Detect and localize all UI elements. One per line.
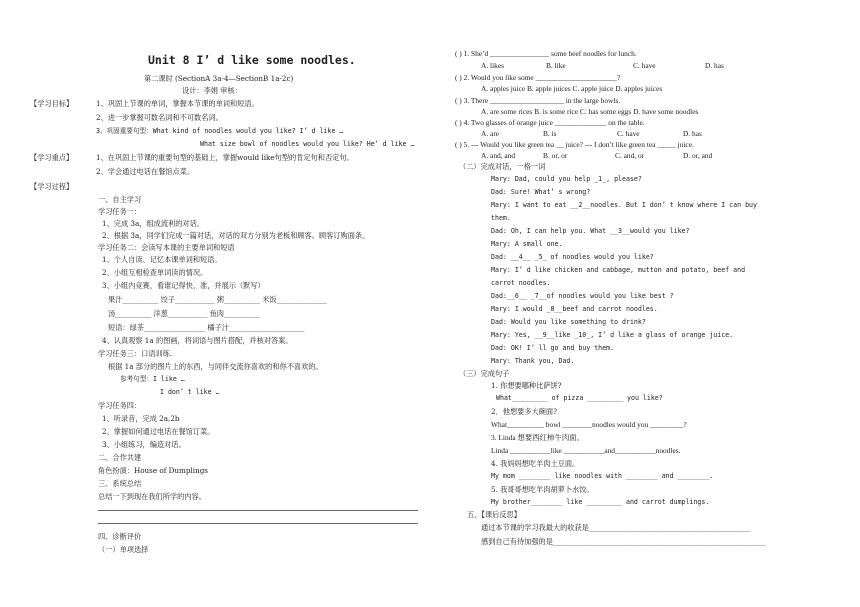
sentence-1-en: What_________ of pizza _________ you like? bbox=[496, 394, 663, 402]
goals-label: 【学习目标】 bbox=[30, 99, 74, 108]
mc-q2-options: A. apples juice B. apple juices C. apple juice D. apples juices bbox=[481, 84, 663, 93]
mc-q5-option-a: A. and, and bbox=[481, 151, 516, 160]
dialog-line-4: Dad: Oh, I can help you. What __3__would you like? bbox=[491, 227, 690, 235]
vocab-row-2: 汤__________ 洋葱___________ 鱼肉__________ bbox=[108, 309, 260, 318]
dialog-line-9: Mary: I would _8__beef and carrot noodles. bbox=[491, 305, 658, 313]
page-title: Unit 8 I’ d like some noodles. bbox=[148, 53, 356, 67]
task-4-item-3: 3、小组练习，编造对话。 bbox=[102, 440, 186, 449]
reflection-line-2: 感到自己有待加强的是___________________________________________________________ bbox=[481, 537, 765, 546]
section-5-heading: 五、【课后反思】 bbox=[467, 510, 521, 519]
sentence-1-cn: 1. 你想要哪种比萨饼? bbox=[491, 381, 562, 390]
task-2-item-4: 4、认真观察 1a 的图画，将词语与图片搭配，并核对答案。 bbox=[102, 336, 293, 345]
focus-2: 2、学会通过电话在餐馆点菜。 bbox=[96, 167, 195, 176]
task-2-item-2: 2、小组互相检查单词读的情况。 bbox=[102, 268, 208, 277]
mc-q1-option-c: C. have bbox=[633, 61, 656, 70]
goal-2: 2、进一步掌握可数名词和不可数名词。 bbox=[96, 113, 223, 122]
dialog-line-7a: Mary: I’ d like chicken and cabbage, mutton and potato, beef and bbox=[491, 266, 746, 274]
section-1-heading: 一、自主学习 bbox=[98, 195, 142, 204]
task-2-item-3: 3、小组内竞赛，看谁记得快、准，并展示（默写） bbox=[102, 281, 265, 290]
mc-q4-option-d: D. has bbox=[683, 129, 702, 138]
subsection-3-heading: （三）完成句子 bbox=[459, 369, 510, 378]
process-label: 【学习过程】 bbox=[30, 182, 74, 191]
dialog-line-10: Dad: Would you like something to drink? bbox=[491, 318, 646, 326]
summary-rule-2 bbox=[98, 523, 418, 524]
dialog-line-12: Dad: OK! I’ ll go and buy them. bbox=[491, 344, 615, 352]
task-4-heading: 学习任务四： bbox=[98, 401, 142, 410]
task-3-item-1: 根据 1a 部分的图片上的东西，与同伴交流你喜欢的和你不喜欢的。 bbox=[108, 362, 323, 371]
mc-question-3: ( ) 3. There ____________________ in the large bowls. bbox=[455, 96, 621, 105]
vocab-row-1: 果汁__________ 饺子___________ 粥__________ 米饭______________ bbox=[108, 295, 327, 304]
mc-q4-option-a: A. are bbox=[481, 129, 500, 138]
goal-3b: What size bowl of noodles would you like? He’ d like … bbox=[200, 140, 415, 148]
dialog-line-13: Mary: Thank you, Dad. bbox=[491, 357, 575, 365]
section-3-heading: 三、系统总结 bbox=[98, 479, 142, 488]
mc-question-4: ( ) 4. Two glasses of orange juice ______________ on the table. bbox=[455, 118, 645, 127]
mc-q5-option-b: B. or, or bbox=[543, 151, 568, 160]
mc-q1-option-d: D. has bbox=[705, 61, 724, 70]
task-1-item-1: 1、完成 3a，组成流利的对话。 bbox=[102, 219, 204, 228]
sentence-2-cn: 2．他想要多大碗面? bbox=[491, 407, 557, 416]
roleplay-line: 角色扮演：House of Dumplings bbox=[98, 466, 208, 475]
dialog-line-8: Dad:__6__ _7__of noodles would you like best ? bbox=[491, 292, 674, 300]
dialog-line-7b: carrot noodles. bbox=[491, 279, 551, 287]
task-3-pattern-1: 参考句型：I like … bbox=[120, 375, 185, 383]
summary-rule-1 bbox=[98, 510, 418, 511]
subsection-2-heading: （二）完成对话，一格一词 bbox=[459, 162, 546, 171]
sentence-2-en: What__________ bowl ________noodles would you _________? bbox=[491, 420, 687, 429]
dialog-line-5: Mary: A small one. bbox=[491, 240, 563, 248]
sentence-3-en: Linda ___________like ___________and___________noodles. bbox=[491, 446, 681, 455]
summary-line: 总结一下到现在我们所学的内容。 bbox=[98, 492, 206, 501]
goal-1: 1、巩固上节课的单词，掌握本节课的单词和短语。 bbox=[96, 99, 259, 108]
task-4-item-2: 2、掌握如何通过电话在餐馆订菜。 bbox=[102, 427, 215, 436]
task-1-heading: 学习任务一： bbox=[98, 207, 142, 216]
focus-label: 【学习重点】 bbox=[30, 153, 74, 162]
dialog-line-6: Dad: __4__ _5_ of noodles would you like? bbox=[491, 253, 654, 261]
task-2-heading: 学习任务二：会读写本课的主要单词和短语 bbox=[98, 243, 235, 252]
task-3-heading: 学习任务三：口语训练. bbox=[98, 349, 173, 358]
focus-1: 1、在巩固上节课的重要句型的基础上，掌握would like句型的肯定句和否定句。 bbox=[96, 153, 354, 162]
sentence-3-cn: 3. Linda 想要西红柿牛肉面。 bbox=[491, 433, 584, 442]
task-3-pattern-2: I don’ t like … bbox=[160, 388, 220, 396]
task-2-item-1: 1、个人自读、记忆本课单词和短语。 bbox=[102, 255, 222, 264]
dialog-line-11: Mary: Yes, __9__like _10_, I’ d like a glass of orange juice. bbox=[491, 331, 734, 339]
mc-q5-option-d: D. or, and bbox=[683, 151, 713, 160]
reflection-line-1: 通过本节课的学习我最大的收获是_____________________________________________ bbox=[481, 523, 751, 532]
sentence-5-en: My brother________ like _________ and carrot dumplings. bbox=[491, 498, 710, 506]
dialog-line-2: Dad: Sure! What’ s wrong? bbox=[491, 188, 591, 196]
lesson-subtitle: 第二课时 (SectionA 3a-4—SectionB 1a-2c) bbox=[144, 74, 294, 83]
dialog-line-3a: Mary: I want to eat __2__noodles. But I don’ t know where I can buy bbox=[491, 201, 757, 209]
mc-question-5: ( ) 5. --- Would you like green tea __ juice? --- I don’t like green tea _____ juice. bbox=[455, 140, 694, 149]
mc-question-1: ( ) 1. She’d ________________ some beef noodles for lunch. bbox=[455, 49, 637, 58]
goal-3a: 3、巩固重要句型：What kind of noodles would you like? I’ d like … bbox=[96, 127, 344, 135]
mc-question-2: ( ) 2. Would you like some ______________________? bbox=[455, 73, 621, 82]
author-line: 设计：李娟 审核： bbox=[182, 86, 242, 95]
section-2-heading: 二、合作共建 bbox=[98, 453, 142, 462]
mc-q4-option-c: C. have bbox=[617, 129, 640, 138]
task-1-item-2: 2、根据 3a，同学们完成一篇对话，对话的双方分别为老板和顾客。顾客订购面条。 bbox=[102, 231, 370, 240]
task-4-item-1: 1、听录音，完成 2a,2b bbox=[102, 414, 180, 423]
mc-q5-option-c: C. and, or bbox=[615, 151, 645, 160]
mc-q3-options: A. are some rices B. is some rice C. has some eggs D. have some noodles bbox=[481, 107, 699, 116]
section-4-heading: 四、诊断评价 bbox=[98, 532, 142, 541]
dialog-line-1: Mary: Dad, could you help _1_, please? bbox=[491, 175, 642, 183]
sentence-4-cn: 4. 我妈妈想吃羊肉土豆面。 bbox=[491, 459, 580, 468]
vocab-row-3: 短语：绿茶_________________ 橘子汁_____________________ bbox=[108, 323, 305, 332]
dialog-line-3b: them. bbox=[491, 214, 511, 222]
sentence-4-en: My mom ________ like noodles with ________ and ________. bbox=[491, 472, 714, 480]
mc-q4-option-b: B. is bbox=[543, 129, 557, 138]
subsection-1-heading: （一）单项选择 bbox=[98, 545, 149, 554]
mc-q1-option-b: B. like bbox=[546, 61, 566, 70]
mc-q1-option-a: A. likes bbox=[481, 61, 504, 70]
sentence-5-cn: 5. 我哥哥想吃羊肉胡萝卜水饺。 bbox=[491, 485, 594, 494]
